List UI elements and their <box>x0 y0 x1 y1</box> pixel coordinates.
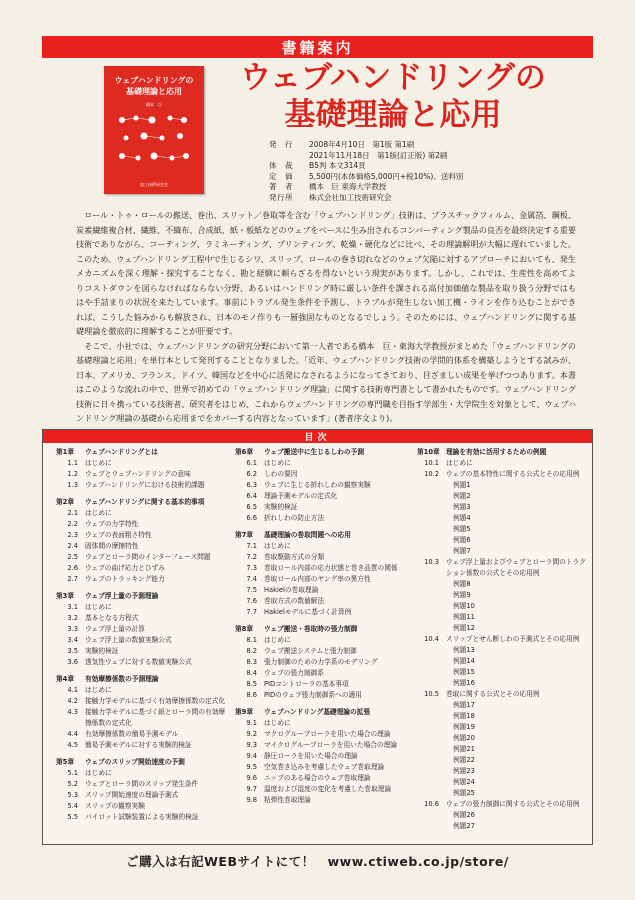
toc-section <box>56 696 228 707</box>
section-number: 8.5 <box>246 680 257 688</box>
toc-section <box>56 768 228 779</box>
toc-chapter <box>56 591 228 602</box>
toc-column <box>417 447 589 832</box>
toc-section <box>235 762 409 773</box>
section-title: スリップとせん断しわの予測式とその応用例 <box>446 635 580 643</box>
section-title: ウェブ浮上量およびウェブとローラ間のトラクション係数の公式とその応用例 <box>446 558 586 577</box>
section-title: ウェブのトラッキング能力 <box>85 575 165 583</box>
toc-section <box>56 469 228 480</box>
toc-section <box>56 657 228 668</box>
toc-example: 例題1 <box>453 481 471 489</box>
cover-author: 橋本 巨 <box>146 102 162 107</box>
toc-example: 例題20 <box>453 734 475 742</box>
toc-section <box>235 585 409 596</box>
chapter-number: 第2章 <box>56 498 75 506</box>
section-number: 3.5 <box>67 647 78 655</box>
section-title: はじめに <box>264 542 291 550</box>
section-title: 空気巻き込みを考慮したウェブ巻取理論 <box>264 763 385 771</box>
section-title: ウェブの張力制御系 <box>264 669 324 677</box>
section-title: はじめに <box>264 459 291 467</box>
section-number: 4.4 <box>67 730 78 738</box>
publication-info-row <box>269 182 463 193</box>
section-number: 8.6 <box>246 691 257 699</box>
toc-section <box>56 458 228 469</box>
toc-section <box>56 812 228 823</box>
section-number: 8.2 <box>246 647 257 655</box>
publication-info-row <box>269 140 463 151</box>
toc-section <box>235 690 409 701</box>
introduction <box>76 208 576 426</box>
publication-info-label: 体 裁 <box>269 161 293 171</box>
toc-section <box>235 679 409 690</box>
section-title: はじめに <box>85 603 112 611</box>
section-number: 1.1 <box>67 459 78 467</box>
section-number: 6.6 <box>246 514 257 522</box>
section-title: ウェブの力学特性 <box>85 520 139 528</box>
section-number: 6.3 <box>246 481 257 489</box>
section-number: 8.3 <box>246 658 257 666</box>
publication-info-value: 5,500円(本体価格5,000円+税10%)、送料別 <box>309 171 464 181</box>
section-number: 10.6 <box>424 800 439 808</box>
toc-section <box>417 557 589 579</box>
section-title: ウェブの張力制御に関する公式とその応用例 <box>446 800 580 808</box>
toc-section <box>235 635 409 646</box>
toc-example: 例題18 <box>453 712 475 720</box>
section-number: 7.2 <box>246 553 257 561</box>
section-number: 2.7 <box>67 575 78 583</box>
publication-info <box>269 140 463 204</box>
section-number: 3.2 <box>67 614 78 622</box>
chapter-title: ウェブ浮上量の予測理論 <box>85 592 159 600</box>
toc-chapter <box>235 447 409 458</box>
section-title: ウェブの曲げ応力とひずみ <box>85 564 165 572</box>
chapter-number: 第1章 <box>56 448 75 456</box>
toc-example: 例題2 <box>453 492 471 500</box>
chapter-title: 有効摩擦係数の予測理論 <box>85 675 159 683</box>
toc-section <box>235 458 409 469</box>
toc-section <box>56 790 228 801</box>
toc-section <box>56 613 228 624</box>
toc-example: 例題11 <box>453 613 475 621</box>
toc-section <box>235 740 409 751</box>
publication-info-label: 著 者 <box>269 182 293 192</box>
section-number: 10.1 <box>424 459 439 467</box>
section-title: ウェブの基本特性に関する公式とその応用例 <box>446 470 580 478</box>
section-number: 7.1 <box>246 542 257 550</box>
chapter-title: ウェブハンドリングとは <box>85 448 158 456</box>
chapter-title: ウェブのスリップ開始速度の予測 <box>85 758 185 766</box>
toc-section <box>235 607 409 618</box>
section-title: 接触力学モデルに基づく紙とローラ間の有効摩擦係数の定式化 <box>85 708 226 727</box>
toc-section <box>56 707 228 729</box>
section-title: スリップ開始速度の理論予測式 <box>85 791 179 799</box>
toc-example: 例題9 <box>453 591 471 599</box>
section-number: 9.8 <box>246 796 257 804</box>
toc-example: 例題21 <box>453 745 475 753</box>
toc-example: 例題26 <box>453 811 475 819</box>
section-number: 4.5 <box>67 741 78 749</box>
toc-section <box>56 602 228 613</box>
section-title: パイロット試験装置による実験的検証 <box>85 813 199 821</box>
section-title: ウェブとウェブハンドリングの意味 <box>85 470 191 478</box>
toc-section <box>235 784 409 795</box>
toc-chapter <box>235 530 409 541</box>
section-title: 巻取ロール内部の応力状態と巻き品質の関係 <box>264 564 398 572</box>
toc-section <box>56 740 228 751</box>
toc-example: 例題4 <box>453 514 471 522</box>
toc-section <box>235 596 409 607</box>
chapter-title: ウェブ搬送中に生じるしわの予測 <box>264 448 365 456</box>
publication-info-label: 発行所 <box>269 192 293 202</box>
section-title: ウェブの表面粗さ特性 <box>85 531 152 539</box>
section-number: 1.3 <box>67 481 78 489</box>
section-title: はじめに <box>85 686 112 694</box>
section-number: 2.2 <box>67 520 78 528</box>
section-title: 固体間の摩擦特性 <box>85 542 139 550</box>
toc-example: 例題5 <box>453 525 471 533</box>
section-number: 6.2 <box>246 470 257 478</box>
cover-publisher: 加工技術研究会 <box>140 182 168 187</box>
toc-section <box>235 491 409 502</box>
cover-title: ウェブハンドリングの 基礎理論と応用 <box>114 76 194 96</box>
toc-section <box>56 563 228 574</box>
section-number: 4.3 <box>67 708 78 716</box>
toc-section <box>56 779 228 790</box>
toc-chapter <box>235 624 409 635</box>
section-title: PIDコントローラの基本事項 <box>264 680 349 688</box>
section-number: 5.3 <box>67 791 78 799</box>
toc-section <box>56 624 228 635</box>
chapter-title: 基礎理論の巻取問題への応用 <box>264 531 351 539</box>
section-title: はじめに <box>264 719 291 727</box>
publication-info-value: 2021年11月18日 第1版(訂正版) 第2刷 <box>309 150 448 160</box>
section-title: 接触力学モデルに基づく有効摩擦係数の定式化 <box>85 697 226 705</box>
chapter-number: 第7章 <box>235 531 254 539</box>
section-number: 6.1 <box>246 459 257 467</box>
toc-section <box>235 480 409 491</box>
section-title: 巻取に関する公式とその応用例 <box>446 690 540 698</box>
section-number: 2.3 <box>67 531 78 539</box>
chapter-title: ウェブハンドリングに関する基本的事項 <box>85 498 205 506</box>
section-title: はじめに <box>85 509 112 517</box>
table-of-contents <box>42 429 593 845</box>
section-number: 8.1 <box>246 636 257 644</box>
intro-paragraph: ロール・トゥ・ロールの搬送、巻出、スリット／巻取等を含む「ウェブハンドリング」技術は、プラスチックフィルム、金属箔、鋼板、炭素繊維複合材、繊維、不織布、合成紙、紙・板紙などのウェブをベースに生み出されるコンバーティング製品の良否を最終決定する重要技術でありながら、コーティング、ラミネーティング、プリンティング、乾燥・硬化などに比べ、その理論解明が大幅に遅れていました。このため、ウェブハンドリング工程中で生じるシワ、スリップ、ロールの巻き切れなどのウェブ欠陥に対するアプローチにおいても、発生メカニズムを深く理解・探究することなく、勘と経験に頼らざるを得ないという現実があります。しかし、これでは、生産性を高めてよりコストダウンを図らなければならない分野、あるいはハンドリング時に厳しい条件を課される高付加価値な製品を取り扱う分野ではもはや手詰まりの状況を来たしています。事前にトラブル発生条件を予測し、トラブルが発生しない加工機・ラインを作り込むことができれば、こうした悩みからも解放され、日本のモノ作りも一層強固なものとなるでしょう。そのためには、ウェブハンドリングに関する基礎理論を徹底的に理解することが肝要です。 <box>76 210 576 336</box>
toc-section <box>235 502 409 513</box>
section-number: 3.6 <box>67 658 78 666</box>
section-title: ウェブとローラ間のスリップ発生条件 <box>85 780 199 788</box>
section-number: 5.5 <box>67 813 78 821</box>
toc-example: 例題27 <box>453 822 475 830</box>
toc-section <box>417 689 589 700</box>
section-title: マクログルーブローラを用いた場合の理論 <box>264 730 391 738</box>
section-number: 10.2 <box>424 470 439 478</box>
section-number: 4.1 <box>67 686 78 694</box>
section-title: 静圧ローラを用いた場合の理論 <box>264 752 358 760</box>
publication-info-row <box>269 172 463 183</box>
toc-chapter <box>417 447 589 458</box>
toc-section <box>56 801 228 812</box>
book-info-banner: 書籍案内 <box>42 36 593 58</box>
publication-info-row <box>269 151 463 162</box>
toc-section <box>56 541 228 552</box>
toc-column <box>235 447 409 806</box>
toc-section <box>235 668 409 679</box>
toc-section <box>56 574 228 585</box>
toc-section <box>417 458 589 469</box>
publication-info-value: 橋本 巨 東海大学教授 <box>309 182 387 192</box>
section-number: 8.4 <box>246 669 257 677</box>
section-number: 9.1 <box>246 719 257 727</box>
toc-section <box>235 574 409 585</box>
toc-section <box>235 646 409 657</box>
toc-example: 例題23 <box>453 767 475 775</box>
section-number: 9.7 <box>246 785 257 793</box>
section-number: 5.1 <box>67 769 78 777</box>
section-title: はじめに <box>85 769 112 777</box>
section-number: 9.2 <box>246 730 257 738</box>
publication-info-label: 発 行 <box>269 140 293 149</box>
section-title: 有効摩擦係数の簡易予測モデル <box>85 730 179 738</box>
book-cover-image <box>104 66 204 194</box>
publication-info-label: 定 価 <box>269 171 293 181</box>
section-number: 2.5 <box>67 553 78 561</box>
toc-section <box>56 480 228 491</box>
section-title: 巻取ロール内部のヤング率の異方性 <box>264 575 371 583</box>
toc-example: 例題16 <box>453 679 475 687</box>
toc-chapter <box>235 707 409 718</box>
section-title: Hakielモデルに基づく計算例 <box>264 608 352 616</box>
section-number: 9.3 <box>246 741 257 749</box>
section-title: ウェブ浮上量の数値実験公式 <box>85 636 172 644</box>
toc-example: 例題8 <box>453 580 471 588</box>
section-title: 張力制御のための力学系のモデリング <box>264 658 378 666</box>
toc-section <box>56 530 228 541</box>
toc-section <box>235 751 409 762</box>
section-number: 7.6 <box>246 597 257 605</box>
section-number: 7.7 <box>246 608 257 616</box>
section-number: 1.2 <box>67 470 78 478</box>
toc-section <box>235 729 409 740</box>
toc-example: 例題6 <box>453 536 471 544</box>
chapter-number: 第9章 <box>235 708 254 716</box>
section-number: 5.2 <box>67 780 78 788</box>
section-title: スリップの観察実験 <box>85 802 145 810</box>
section-number: 3.1 <box>67 603 78 611</box>
chapter-number: 第5章 <box>56 758 75 766</box>
section-number: 3.4 <box>67 636 78 644</box>
chapter-title: ウェブハンドリング基礎理論の拡張 <box>264 708 371 716</box>
toc-section <box>235 541 409 552</box>
section-title: 巻取方式の数値解法 <box>264 597 325 605</box>
toc-section <box>56 635 228 646</box>
toc-section <box>235 773 409 784</box>
section-number: 10.5 <box>424 690 439 698</box>
section-number: 2.4 <box>67 542 78 550</box>
purchase-notice: ご購入は右記WEBサイトにて！ www.ctiweb.co.jp/store/ <box>126 854 509 869</box>
toc-section <box>417 634 589 645</box>
section-number: 9.5 <box>246 763 257 771</box>
section-title: マイクログルーブローラを用いた場合の理論 <box>264 741 397 749</box>
toc-section <box>235 513 409 524</box>
section-title: 温度および湿度の変化を考慮した巻取理論 <box>264 785 392 793</box>
cover-illustration <box>114 112 194 172</box>
section-title: ウェブハンドリングにおける技術的課題 <box>85 481 205 489</box>
section-title: しわの要因 <box>264 470 298 478</box>
section-title: 折れしわの防止方法 <box>264 514 325 522</box>
section-title: 粘弾性巻取理論 <box>264 796 311 804</box>
section-number: 4.2 <box>67 697 78 705</box>
toc-section <box>235 469 409 480</box>
toc-example: 例題19 <box>453 723 475 731</box>
section-title: ウェブ搬送システムと張力制御 <box>264 647 357 655</box>
toc-section <box>56 646 228 657</box>
section-number: 9.6 <box>246 774 257 782</box>
toc-section <box>56 685 228 696</box>
section-title: ウェブに生じる折れしわの観察実験 <box>264 481 371 489</box>
section-number: 3.3 <box>67 625 78 633</box>
toc-chapter <box>56 497 228 508</box>
section-title: 理論予測モデルの定式化 <box>264 492 338 500</box>
toc-section <box>235 657 409 668</box>
toc-section <box>235 552 409 563</box>
toc-example: 例題10 <box>453 602 475 610</box>
publication-info-value: 2008年4月10日 第1版 第1刷 <box>309 140 415 149</box>
toc-example: 例題7 <box>453 547 471 555</box>
section-title: はじめに <box>446 459 473 467</box>
toc-section <box>235 795 409 806</box>
chapter-number: 第3章 <box>56 592 75 600</box>
toc-section <box>56 552 228 563</box>
toc-chapter <box>56 674 228 685</box>
section-title: 巻取駆動方式の分類 <box>264 553 325 561</box>
intro-paragraph: そこで、小社では、ウェブハンドリングの研究分野において第一人者である橋本 巨・東海大学教授がまとめた「ウェブハンドリングの基礎理論と応用」を単行本として発刊することとなりました。「近年、ウェブハンドリング技術の学問的体系を構築しようとする試みが、日本、アメリカ、フランス、ドイツ、韓国などを中心に活発になされるようになってきており、目ざましい成果を挙げつつあります。本書はこのような流れの中で、世界で初めての「ウェブハンドリング理論」に関する技術専門書として書かれたものです。ウェブハンドリング技術に日々携っている技術者、研究者をはじめ、これからウェブハンドリングの専門職を目指す学部生・大学院生を対象として、ウェブハンドリング理論の基礎から応用までをカバーする内容となっています」(著者序文より)。 <box>76 340 576 423</box>
section-number: 7.4 <box>246 575 257 583</box>
section-number: 7.5 <box>246 586 257 594</box>
toc-example: 例題22 <box>453 756 475 764</box>
toc-section <box>417 799 589 810</box>
toc-section <box>235 718 409 729</box>
toc-section <box>56 508 228 519</box>
publication-info-row <box>269 193 463 204</box>
section-title: 基本となる方程式 <box>85 614 139 622</box>
toc-example: 例題17 <box>453 701 475 709</box>
toc-title: 目次 <box>43 430 592 443</box>
toc-column <box>56 447 228 823</box>
section-number: 6.4 <box>246 492 257 500</box>
toc-example: 例題25 <box>453 789 475 797</box>
section-title: ニップのある場合のウェブ巻取理論 <box>264 774 371 782</box>
toc-section <box>56 729 228 740</box>
book-title: ウェブハンドリングの 基礎理論と応用 <box>240 60 546 133</box>
chapter-number: 第4章 <box>56 675 75 683</box>
toc-example: 例題13 <box>453 646 475 654</box>
toc-section <box>56 519 228 530</box>
toc-example: 例題12 <box>453 624 475 632</box>
section-number: 5.4 <box>67 802 78 810</box>
section-title: 実験的検証 <box>85 647 119 655</box>
section-number: 10.4 <box>424 635 439 643</box>
section-number: 6.5 <box>246 503 257 511</box>
toc-example: 例題3 <box>453 503 471 511</box>
toc-section <box>417 469 589 480</box>
chapter-number: 第8章 <box>235 625 254 633</box>
chapter-number: 第6章 <box>235 448 254 456</box>
section-number: 2.6 <box>67 564 78 572</box>
toc-chapter <box>56 757 228 768</box>
section-title: ウェブとローラ間のインターフェース問題 <box>85 553 211 561</box>
toc-example: 例題14 <box>453 657 475 665</box>
section-title: はじめに <box>85 459 112 467</box>
chapter-title: ウェブ搬送・巻取時の張力制御 <box>264 625 358 633</box>
section-title: 透気性ウェブに対する数値実験公式 <box>85 658 192 666</box>
toc-chapter <box>56 447 228 458</box>
section-title: はじめに <box>264 636 291 644</box>
toc-example: 例題15 <box>453 668 475 676</box>
section-number: 9.4 <box>246 752 257 760</box>
toc-example: 例題24 <box>453 778 475 786</box>
publication-info-value: B5判 本文314頁 <box>309 161 366 171</box>
section-title: PIDのウェブ張力制御系への適用 <box>264 691 362 699</box>
publication-info-label <box>269 151 309 162</box>
publication-info-value: 株式会社加工技術研究会 <box>309 192 392 202</box>
publication-info-row <box>269 161 463 172</box>
section-title: Hakielの巻取理論 <box>264 586 319 594</box>
toc-section <box>235 563 409 574</box>
section-title: 簡易予測モデルに対する実験的検証 <box>85 741 192 749</box>
section-number: 2.1 <box>67 509 78 517</box>
section-title: 実験的検証 <box>264 503 298 511</box>
section-number: 10.3 <box>424 558 439 566</box>
section-title: ウェブ浮上量の計算 <box>85 625 145 633</box>
chapter-number: 第10章 <box>417 448 440 456</box>
chapter-title: 理論を有効に活用するための例題 <box>446 448 547 456</box>
section-number: 7.3 <box>246 564 257 572</box>
